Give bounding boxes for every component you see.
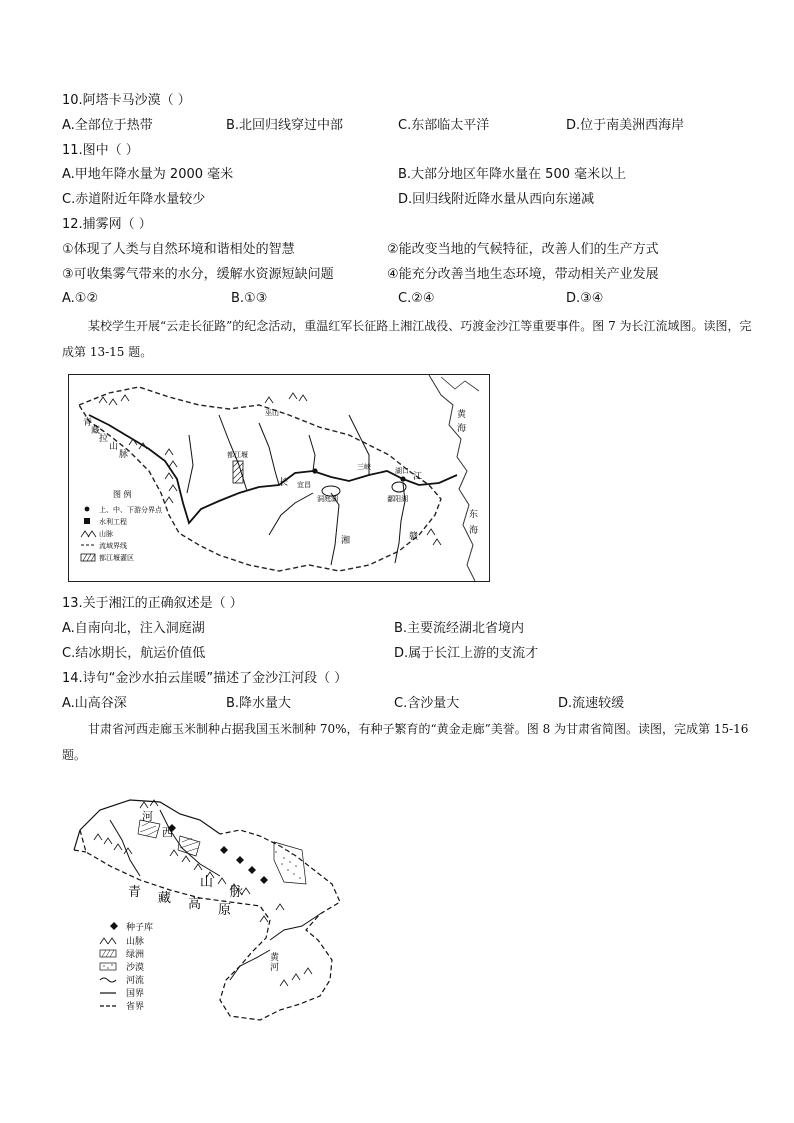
map1-label-huang: 黄 <box>457 410 467 420</box>
map1-label-la: 拉 <box>99 434 109 444</box>
mountain-icon <box>100 938 116 944</box>
map2-legend-item-4: 沙漠 <box>126 963 145 973</box>
q10-option-a[interactable]: A.全部位于热带 <box>62 118 153 133</box>
q10-option-c[interactable]: C.东部临太平洋 <box>398 118 490 133</box>
map1-label-gan: 赣 <box>409 532 419 542</box>
intro-paragraph-2: 甘肃省河西走廊玉米制种占据我国玉米制种 70%，有种子繁育的“黄金走廊”美誉。图 8 为甘肃省简图。读图，完成第 15-16 题。 <box>62 722 749 762</box>
map1-label-sanxia: 三峡 <box>357 463 371 471</box>
map1-label-jiang: 江 <box>413 472 423 482</box>
map2-legend-item-2: 山脉 <box>126 937 145 947</box>
seed-bank-icon <box>110 922 118 930</box>
mountain-icon <box>81 531 96 537</box>
q11-option-b[interactable]: B.大部分地区年降水量在 500 毫米以上 <box>398 167 627 182</box>
map1-label-dong: 东 <box>469 510 479 520</box>
map2-label-huang: 黄 <box>270 953 280 963</box>
q14-option-c[interactable]: C.含沙量大 <box>394 696 460 711</box>
map1-legend-item-1: 上、中、下游分界点 <box>99 506 162 514</box>
q14-option-b[interactable]: B.降水量大 <box>226 696 292 711</box>
q10-option-b[interactable]: B.北回归线穿过中部 <box>226 118 344 133</box>
map1-legend-item-2: 水利工程 <box>99 518 127 526</box>
map1-legend-item-4: 流域界线 <box>99 542 127 550</box>
yangtze-basin-map <box>68 374 490 582</box>
q13-option-b[interactable]: B.主要流经湖北省境内 <box>394 621 525 636</box>
map2-legend-item-6: 国界 <box>126 989 145 999</box>
map1-label-hukou: 湖口 <box>395 467 409 475</box>
q14-stem: 14.诗句“金沙水拍云崖暖”描述了金沙江河段（ ） <box>62 671 348 686</box>
map2-label-qing: 青 <box>128 885 142 900</box>
map1-label-yichang: 宜昌 <box>297 481 311 489</box>
map2-legend-item-5: 河流 <box>126 976 145 986</box>
map1-label-poyang: 鄱阳湖 <box>387 495 408 503</box>
map2-label-he: 河 <box>142 810 153 823</box>
map1-legend-item-5: 都江堰灌区 <box>99 554 134 562</box>
map2-legend-item-7: 省界 <box>126 1002 145 1012</box>
map1-label-dongting: 洞庭湖 <box>317 495 338 503</box>
intro-paragraph-1: 某校学生开展“云走长征路”的纪念活动，重温红军长征路上湘江战役、巧渡金沙江等重要事件。图 7 为长江流域图。读图，完成第 13-15 题。 <box>62 319 752 359</box>
map2-label-shan: 山 <box>200 875 214 890</box>
q11-option-c[interactable]: C.赤道附近年降水量较少 <box>62 192 206 207</box>
map1-label-dujiang: 都江堰 <box>227 451 248 459</box>
q11-stem: 11.图中（ ） <box>62 143 139 158</box>
map1-label-hai2: 海 <box>469 526 479 536</box>
q11-option-d[interactable]: D.回归线附近降水量从西向东递减 <box>398 192 595 207</box>
map1-legend-item-3: 山脉 <box>99 530 113 538</box>
map1-label-wu: 巫山 <box>265 409 279 417</box>
q12-statement-1: ①体现了人类与自然环境和谐相处的智慧 <box>62 242 295 257</box>
map2-label-xi: 西 <box>162 826 173 839</box>
water-project-icon <box>84 518 90 524</box>
q12-option-b[interactable]: B.①③ <box>231 291 268 306</box>
map1-label-chang: 长 <box>279 478 289 488</box>
q12-option-d[interactable]: D.③④ <box>566 291 604 306</box>
q13-option-c[interactable]: C.结冰期长，航运价值低 <box>62 646 206 661</box>
q10-option-d[interactable]: D.位于南美洲西海岸 <box>566 118 685 133</box>
map1-legend-title: 图 例 <box>113 490 132 499</box>
map1-legend <box>81 489 163 562</box>
map1-label-hai: 海 <box>457 424 467 434</box>
map1-label-zang: 藏 <box>91 426 101 436</box>
q12-stem: 12.捕雾网（ ） <box>62 217 152 232</box>
river-icon <box>100 978 116 982</box>
map2-label-zang: 藏 <box>158 891 172 906</box>
q11-option-a[interactable]: A.甲地年降水量为 2000 毫米 <box>62 167 234 182</box>
map2-legend-item-1: 种子库 <box>126 923 154 933</box>
gansu-map-svg <box>70 790 410 1026</box>
q14-option-d[interactable]: D.流速较缓 <box>558 696 625 711</box>
q13-stem: 13.关于湘江的正确叙述是（ ） <box>62 596 243 611</box>
q10-stem: 10.阿塔卡马沙漠（ ） <box>62 93 191 108</box>
q13-option-a[interactable]: A.自南向北，注入洞庭湖 <box>62 621 205 636</box>
q12-statement-3: ③可收集雾气带来的水分，缓解水资源短缺问题 <box>62 267 334 282</box>
map2-legend <box>100 921 153 1012</box>
map1-label-shan: 山 <box>109 442 119 452</box>
desert-icon <box>100 963 116 970</box>
yangtze-map-svg <box>69 375 489 581</box>
map1-label-qing: 青 <box>83 418 93 428</box>
q12-statement-2: ②能改变当地的气候特征，改善人们的生产方式 <box>387 242 659 257</box>
map1-label-mai: 脉 <box>119 450 129 460</box>
q13-option-d[interactable]: D.属于长江上游的支流才 <box>394 646 539 661</box>
q12-option-c[interactable]: C.②④ <box>398 291 435 306</box>
map2-label-he2: 河 <box>270 963 280 973</box>
map2-legend-item-3: 绿洲 <box>126 950 145 960</box>
q14-option-a[interactable]: A.山高谷深 <box>62 696 127 711</box>
map1-label-xiang: 湘 <box>341 536 351 546</box>
gansu-map <box>70 790 410 1026</box>
map2-label-yuan: 原 <box>218 903 232 918</box>
q12-option-a[interactable]: A.①② <box>62 291 99 306</box>
division-point-icon <box>85 507 90 512</box>
q12-statement-4: ④能充分改善当地生态环境，带动相关产业发展 <box>387 267 659 282</box>
map2-label-mai: 脉 <box>230 885 244 900</box>
map2-label-gao: 高 <box>188 897 202 912</box>
